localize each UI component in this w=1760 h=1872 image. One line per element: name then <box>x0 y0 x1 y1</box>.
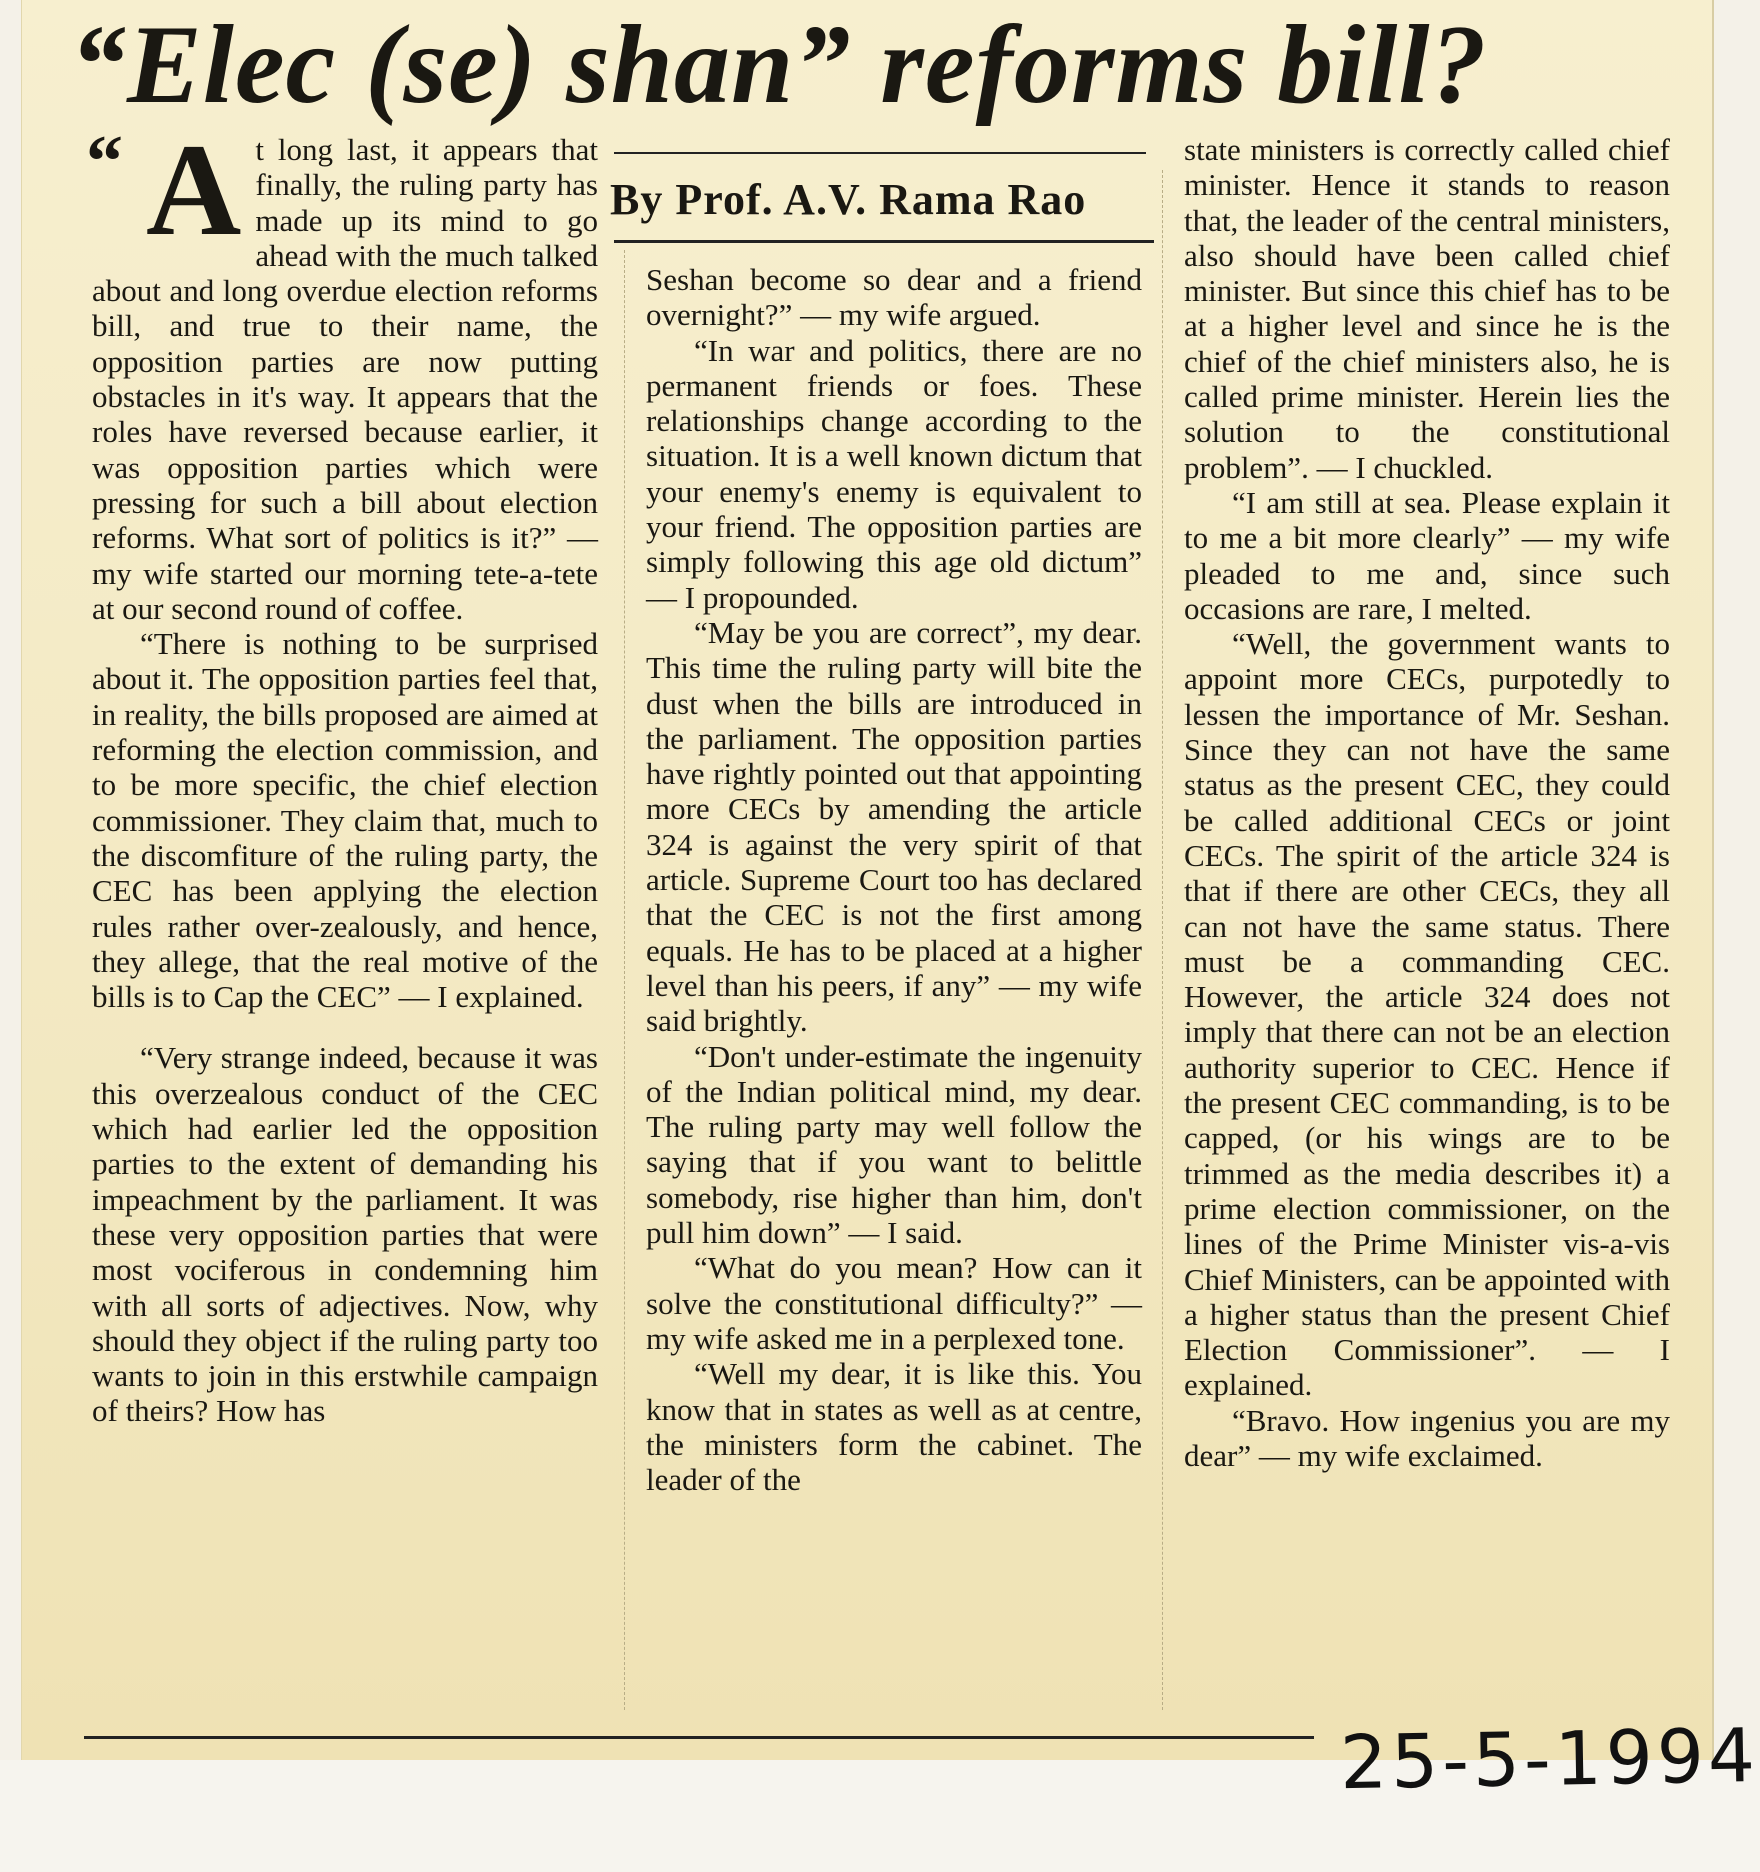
byline-rule-bottom <box>614 240 1154 243</box>
column-divider <box>624 250 626 1710</box>
opening-paragraph <box>86 116 598 626</box>
paragraph: t long last, it appears that finally, the ruling party has made up its mind to go ahead with the much talked about and long overdue election reforms bill, and true to their name, the opposition parties are now putting obstacles in it's way. It appears that the roles have reversed because earlier, it was opposition parties which were pressing for such a bill about election reforms. What sort of politics is it?” — my wife started our morning tete-a-tete at our second round of coffee. <box>92 132 598 626</box>
paragraph: “Bravo. How ingenius you are my dear” — my wife exclaimed. <box>1184 1402 1670 1473</box>
paragraph: state ministers is correctly called chief minister. Hence it stands to reason that, the leader of the central ministers, also should have been called chief minister. But since this chief has to be at a higher level and since he is the chief of the chief ministers also, he is called prime minister. Herein lies the solution to the constitutional problem”. — I chuckled. <box>1184 132 1670 485</box>
paragraph: “What do you mean? How can it solve the constitutional difficulty?” — my wife asked me in a perplexed tone. <box>646 1250 1142 1356</box>
paragraph: Seshan become so dear and a friend overnight?” — my wife argued. <box>646 262 1142 333</box>
article-column-2 <box>646 262 1142 1732</box>
paragraph: “I am still at sea. Please explain it to me a bit more clearly” — my wife pleaded to me and, since such occasions are rare, I melted. <box>1184 484 1670 626</box>
paragraph: “Well, the government wants to appoint more CECs, purpotedly to lessen the importance of Mr. Seshan. Since they can not have the same status as the present CEC, they could be called additional CECs or joint CECs. The spirit of the article 324 is that if there are other CECs, they all can not have the same status. There must be a commanding CEC. However, the article 324 does not imply that there can not be an election authority superior to CEC. Hence if the present CEC commanding, is to be capped, (or his wings are to be trimmed as the media describes it) a prime election commissioner, on the lines of the Prime Minister vis-a-vis Chief Ministers, can be appointed with a higher status than the present Chief Election Commissioner”. — I explained. <box>1184 626 1670 1403</box>
paragraph: “Very strange indeed, because it was this overzealous conduct of the CEC which had earlier led the opposition parties to the extent of demanding his impeachment by the parliament. It was these very opposition parties that were most vociferous in condemning him with all sorts of adjectives. Now, why should they object if the ruling party too wants to join in this erstwhile campaign of theirs? How has <box>92 1040 598 1429</box>
paragraph: “May be you are correct”, my dear. This time the ruling party will bite the dust when the bills are introduced in the parliament. The opposition parties have rightly pointed out that appointing more CECs by amending the article 324 is against the very spirit of that article. Supreme Court too has declared that the CEC is not the first among equals. He has to be placed at a higher level than his peers, if any” — my wife said brightly. <box>646 614 1142 1039</box>
column-divider <box>1162 170 1164 1710</box>
handwritten-date: 25-5-1994 <box>1339 1713 1760 1807</box>
opening-quote-mark: “ <box>86 121 123 203</box>
byline-rule-top <box>614 152 1146 154</box>
byline: By Prof. A.V. Rama Rao <box>610 175 1087 224</box>
article-column-3 <box>1184 132 1670 1732</box>
article-column-1 <box>86 116 598 1732</box>
paragraph: “Don't under-estimate the ingenuity of the Indian political mind, my dear. The ruling party may well follow the saying that if you want to belittle somebody, rise higher than him, don't pull him down” — I said. <box>646 1038 1142 1251</box>
paragraph: “There is nothing to be surprised about it. The opposition parties feel that, in reality, the bills proposed are aimed at reforming the election commission, and to be more specific, the chief election commissioner. They claim that, much to the discomfiture of the ruling party, the CEC has been applying the election rules rather over-zealously, and hence, they allege, that the real motive of the bills is to Cap the CEC” — I explained. <box>92 626 598 1015</box>
paragraph: “In war and politics, there are no permanent friends or foes. These relationships change according to the situation. It is a well known dictum that your enemy's enemy is equivalent to your friend. The opposition parties are simply following this age old dictum” — I propounded. <box>646 332 1142 615</box>
drop-cap: A <box>146 116 242 263</box>
headline: “Elec (se) shan” reforms bill? <box>70 3 1488 127</box>
bottom-rule <box>84 1736 1314 1739</box>
paragraph: “Well my dear, it is like this. You know that in states as well as at centre, the ministers form the cabinet. The leader of the <box>646 1356 1142 1498</box>
